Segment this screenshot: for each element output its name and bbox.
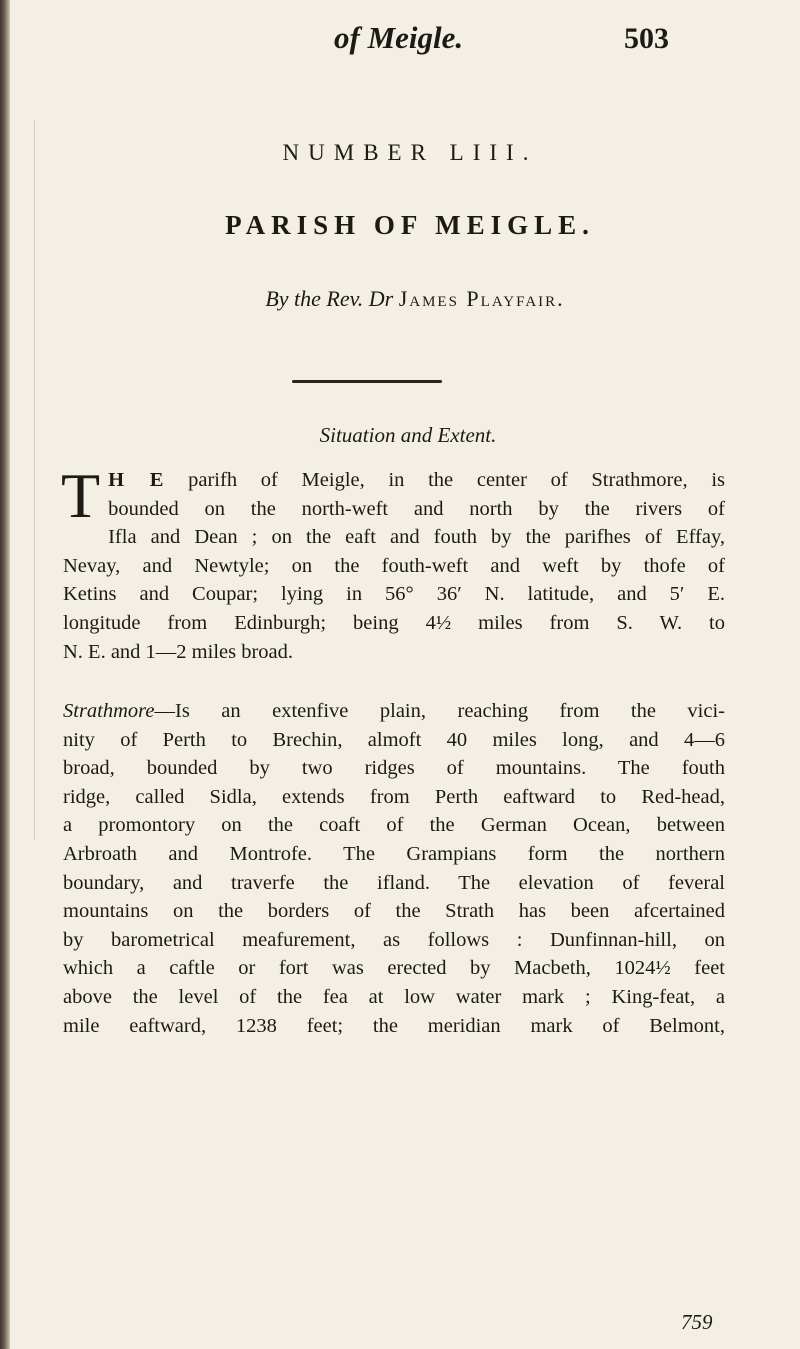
paragraph-line: which a caftle or fort was erected by Macbeth, 1024½ feet: [63, 957, 725, 980]
paragraph-line: ridge, called Sidla, extends from Perth eaftward to Red-head,: [63, 785, 725, 808]
drop-cap: T: [61, 460, 101, 531]
paragraph-line: by barometrical meafurement, as follows : Dunfinnan-hill, on: [63, 928, 725, 951]
page-number: 503: [624, 22, 669, 55]
byline-prefix: By the Rev. Dr: [265, 286, 394, 311]
paragraph-line: above the level of the fea at low water mark ; King-feat, a: [63, 985, 725, 1008]
paragraph-line: longitude from Edinburgh; being 4½ miles from S. W. to: [63, 611, 725, 634]
paragraph-line: Ifla and Dean ; on the eaft and fouth by the parifhes of Effay,: [108, 526, 725, 549]
byline: [0, 286, 800, 312]
paragraph-line: bounded on the north-weft and north by the rivers of: [108, 497, 725, 520]
paragraph-line: broad, bounded by two ridges of mountains. The fouth: [63, 757, 725, 780]
paragraph-line: [63, 466, 725, 495]
page-edge-shadow: [0, 0, 10, 1349]
paragraph-line: Ketins and Coupar; lying in 56° 36′ N. latitude, and 5′ E.: [63, 583, 725, 606]
byline-author: James Playfair.: [398, 286, 565, 311]
paragraph-line: [63, 697, 725, 726]
running-title: of Meigle.: [334, 20, 464, 55]
line-text: parifh of Meigle, in the center of Strathmore, is: [188, 469, 725, 491]
paragraph-situation: [61, 460, 725, 666]
lead-caps: H E: [108, 469, 165, 491]
paragraph-line: N. E. and 1—2 miles broad.: [63, 640, 294, 663]
parish-heading: PARISH OF MEIGLE.: [225, 210, 595, 240]
paragraph-line: mile eaftward, 1238 feet; the meridian mark of Belmont,: [63, 1014, 725, 1037]
paragraph-line: nity of Perth to Brechin, almoft 40 miles long, and 4—6: [63, 728, 725, 751]
section-title: Situation and Extent.: [319, 423, 497, 447]
running-head: [0, 8, 800, 68]
paragraph-strathmore: [63, 697, 725, 1040]
section-rule: [292, 380, 442, 383]
paragraph-line: Nevay, and Newtyle; on the fouth-weft and weft by thofe of: [63, 554, 725, 577]
line-text: —Is an extenfive plain, reaching from the vici-: [154, 700, 725, 722]
paragraph-line: boundary, and traverfe the ifland. The elevation of feveral: [63, 871, 725, 894]
catchword: 759: [681, 1310, 713, 1334]
paragraph-line: mountains on the borders of the Strath has been afcertained: [63, 900, 725, 923]
number-heading: NUMBER LIII.: [282, 140, 538, 165]
paragraph-line: Arbroath and Montrofe. The Grampians form the northern: [63, 842, 725, 865]
strathmore-lead: Strathmore: [63, 700, 155, 722]
paragraph-line: a promontory on the coaft of the German Ocean, between: [63, 814, 725, 837]
